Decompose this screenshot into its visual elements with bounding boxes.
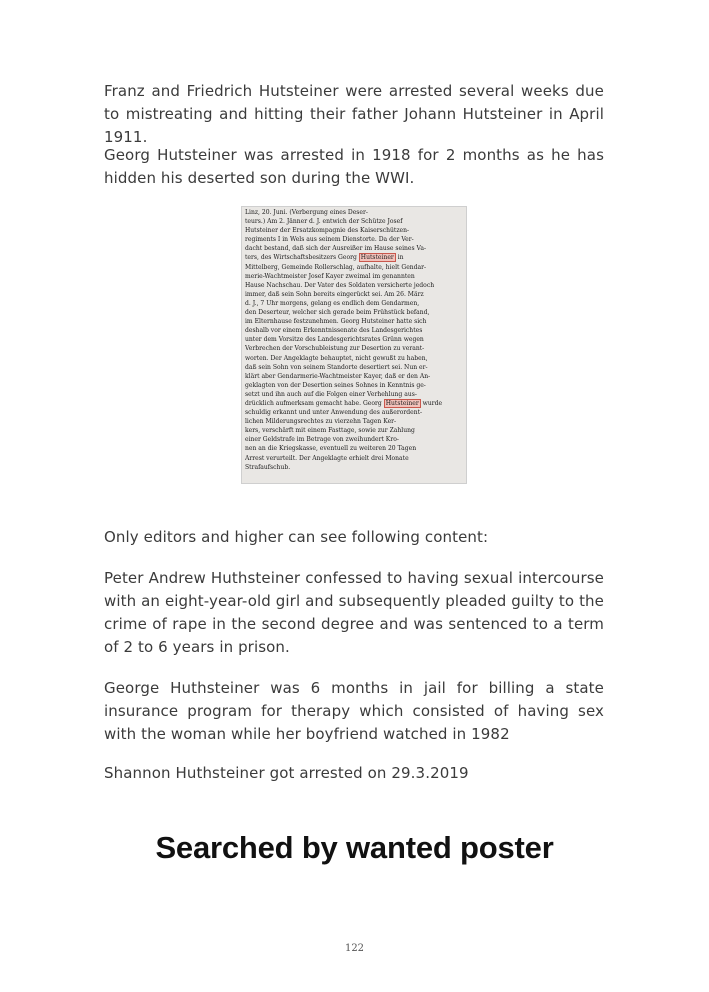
clipping-line: im Elternhause festzunehmen. Georg Hutsteiner hatte sich <box>245 318 427 326</box>
page-number: 122 <box>344 943 365 954</box>
clipping-line: daß sein Sohn von seinem Standorte desertiert sei. Nun er- <box>245 363 428 371</box>
clipping-line: drücklich aufmerksam gemacht habe. Georg Hutsteiner wurde <box>245 399 443 407</box>
highlighted-name: Hutsteiner <box>360 254 394 262</box>
newspaper-clipping <box>241 206 467 484</box>
clipping-line: ters, des Wirtschaftsbesitzers Georg Hutsteiner in <box>245 254 404 262</box>
clipping-line: schuldig erkannt und unter Anwendung des außerordent- <box>245 409 423 417</box>
clipping-line: teurs.) Am 2. Jänner d. J. entwich der Schütze Josef <box>245 218 403 226</box>
paragraph-4: Peter Andrew Huthsteiner confessed to having sexual intercourse with an eight-year-old girl and subsequently pleaded guilty to the crime of rape in the second degree and was sentenced to a term of 2 to 6 years in prison. <box>104 569 604 656</box>
clipping-line: geklagten von der Desertion seines Sohnes in Kenntnis ge- <box>245 381 426 389</box>
clipping-line: Hause Nachschau. Der Vater des Soldaten versicherte jedoch <box>245 281 435 289</box>
clipping-line: Arrest verurteilt. Der Angeklagte erhielt drei Monate <box>245 454 409 462</box>
clipping-line: regiments I in Wels aus seinem Dienstorte. Da der Ver- <box>245 236 414 244</box>
clipping-line: lichen Milderungsrechtes zu vierzehn Tagen Ker- <box>245 418 397 426</box>
clipping-line: Verbrechen der Vorschubleistung zur Desertion zu verant- <box>245 345 425 353</box>
clipping-line: nen an die Kriegskasse, eventuell zu weiteren 20 Tagen <box>245 445 417 453</box>
clipping-line: einer Geldstrafe im Betrage von zweihundert Kro- <box>245 436 399 444</box>
paragraph-5: George Huthsteiner was 6 months in jail for billing a state insurance program for therapy which consisted of having sex with the woman while her boyfriend watched in 1982 <box>104 679 604 743</box>
clipping-text <box>245 208 464 481</box>
clipping-line: deshalb vor einem Erkenntnissenate des Landesgerichtes <box>245 327 423 335</box>
clipping-line: Mittelberg, Gemeinde Rollerschlag, aufhalte, hielt Gendar- <box>245 263 427 271</box>
clipping-line: Hutsteiner der Ersatzkompagnie des Kaiserschützen- <box>245 227 410 235</box>
clipping-line: Linz, 20. Juni. (Verbergung eines Deser- <box>245 209 368 216</box>
clipping-line: setzt und ihn auch auf die Folgen einer Verhehlung aus- <box>245 390 417 398</box>
highlighted-name: Hutsteiner <box>385 399 419 407</box>
section-heading: Searched by wanted poster <box>155 830 554 865</box>
paragraph-3: Only editors and higher can see following content: <box>104 528 489 546</box>
clipping-line: unter dem Vorsitze des Landesgerichtsrates Grünn wegen <box>245 336 424 344</box>
paragraph-1: Franz and Friedrich Hutsteiner were arrested several weeks due to mistreating and hitting their father Johann Hutsteiner in April 1911. <box>104 82 604 146</box>
clipping-line: kers, verschärft mit einem Fasttage, sowie zur Zahlung <box>245 427 415 435</box>
clipping-line: d. J., 7 Uhr morgens, gelang es endlich dem Gendarmen, <box>245 299 420 307</box>
clipping-line: immer, daß sein Sohn bereits eingerückt sei. Am 26. März <box>245 290 424 298</box>
clipping-line: merie-Wachtmeister Josef Kayer zweimal im genannten <box>245 272 415 280</box>
clipping-line: Strafaufschub. <box>245 463 291 471</box>
clipping-line: klärt aber Gendarmerie-Wachtmeister Kayer, daß er den An- <box>245 372 431 380</box>
paragraph-6: Shannon Huthsteiner got arrested on 29.3.2019 <box>104 764 469 782</box>
paragraph-2: Georg Hutsteiner was arrested in 1918 for 2 months as he has hidden his deserted son during the WWI. <box>104 146 604 187</box>
clipping-line: dacht bestand, daß sich der Ausreißer im Hause seines Va- <box>245 245 426 253</box>
clipping-line: den Deserteur, welcher sich gerade beim Frühstück befand, <box>245 309 430 317</box>
clipping-line: worten. Der Angeklagte behauptet, nicht gewußt zu haben, <box>245 354 428 362</box>
